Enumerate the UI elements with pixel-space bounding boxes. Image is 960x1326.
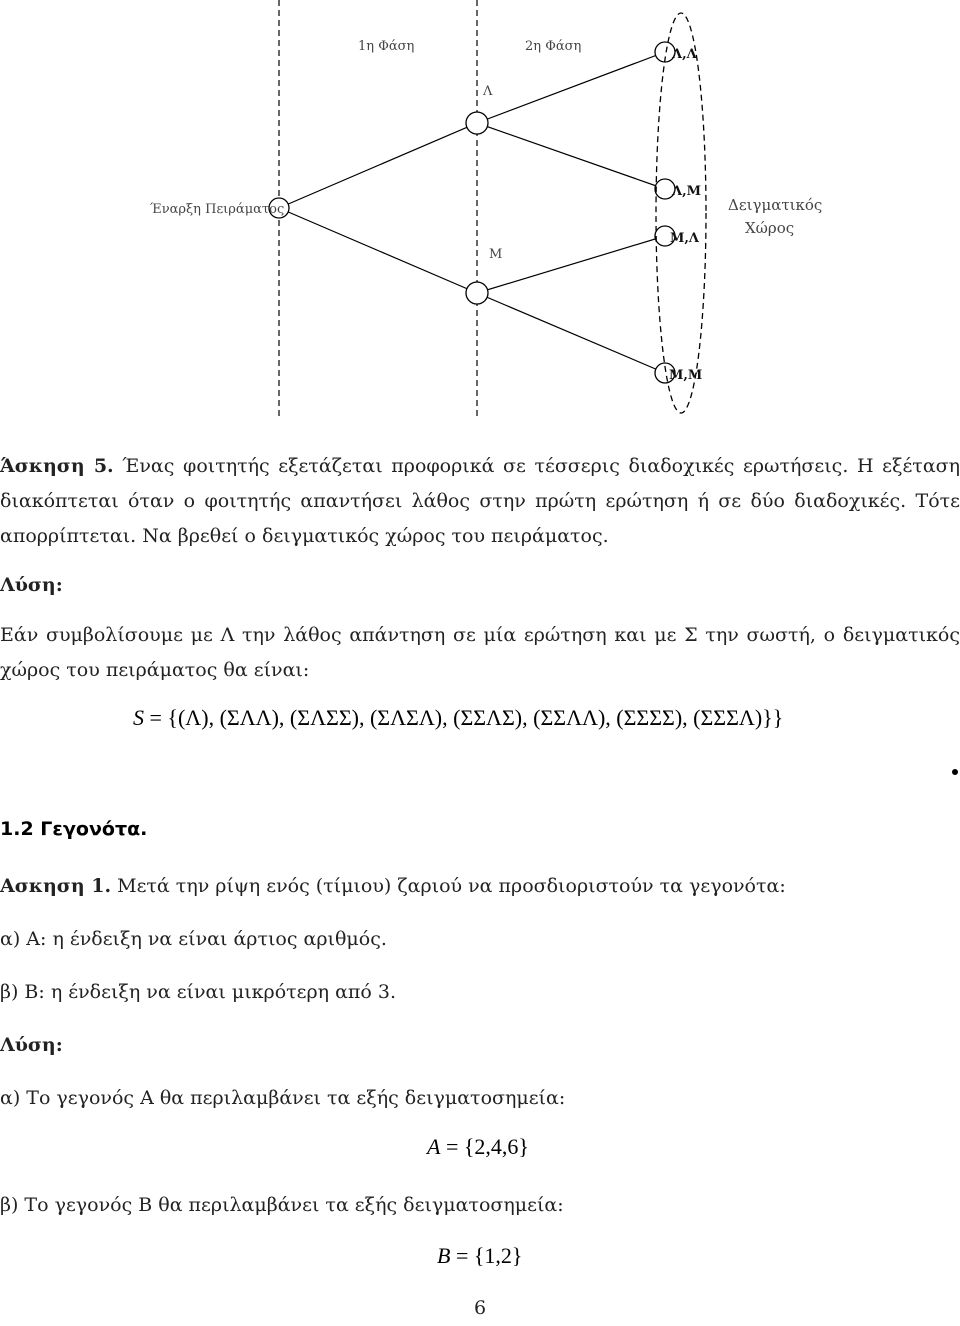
node-l — [466, 112, 488, 134]
phase2-label: 2η Φάση — [525, 39, 582, 54]
branch-m-l — [477, 236, 665, 293]
formula-set: = {(Λ), (ΣΛΛ), (ΣΛΣΣ), (ΣΛΣΛ), (ΣΣΛΣ), (ΣΣΛΛ), (ΣΣΣΣ), (ΣΣΣΛ)}} — [149, 705, 784, 730]
node-m — [466, 282, 488, 304]
exercise5-line2: διακόπτεται όταν ο φοιτητής απαντήσει λάθος στην πρώτη ερώτηση ή σε δύο διαδοχικές. Τότε — [0, 490, 960, 512]
branch-l-l — [477, 52, 665, 123]
branch-l-m — [477, 123, 665, 189]
set-b-variable: B — [437, 1243, 451, 1268]
branch-start-m — [279, 208, 477, 293]
set-a-formula — [427, 1134, 529, 1160]
solution5-line1: Εάν συμβολίσουμε με Λ την λάθος απάντηση σε μία ερώτηση και με Σ την σωστή, ο δειγματικός — [0, 624, 960, 646]
exercise5-line1 — [0, 449, 960, 484]
sample-space-label-line1: Δειγματικός — [728, 196, 823, 214]
section-title: 1.2 Γεγονότα. — [0, 818, 148, 840]
solution1-b-text: β) Το γεγονός Β θα περιλαμβάνει τα εξής δειγματοσημεία: — [0, 1194, 564, 1216]
exercise1-item-a: α) Α: η ένδειξη να είναι άρτιος αριθμός. — [0, 928, 387, 950]
set-a-variable: A — [427, 1134, 441, 1159]
formula-variable: S — [133, 705, 144, 730]
exercise1-label: Ασκηση 1. — [0, 875, 112, 897]
exercise5-label: Άσκηση 5. — [0, 455, 114, 477]
solution1-label: Λύση: — [0, 1034, 63, 1056]
sample-space-ellipse — [656, 13, 706, 413]
sample-space-formula — [133, 705, 783, 731]
node-l-label: Λ — [483, 84, 493, 99]
bullet-dot — [952, 769, 958, 775]
branch-start-l — [279, 123, 477, 208]
solution5-line2: χώρος του πειράματος θα είναι: — [0, 659, 310, 681]
set-b-values: = {1,2} — [455, 1243, 523, 1268]
exercise5-line3: απορρίπτεται. Να βρεθεί ο δειγματικός χώρος του πειράματος. — [0, 525, 609, 547]
outcome-ll: Λ,Λ — [672, 47, 697, 62]
tree-diagram — [0, 0, 960, 420]
outcome-lm: Λ,Μ — [672, 184, 702, 199]
exercise1-item-b: β) Β: η ένδειξη να είναι μικρότερη από 3. — [0, 981, 397, 1003]
outcome-ml: Μ,Λ — [670, 231, 700, 246]
phase1-label: 1η Φάση — [358, 39, 415, 54]
outcome-mm: Μ,Μ — [669, 368, 703, 383]
page-number: 6 — [474, 1297, 487, 1319]
solution5-label: Λύση: — [0, 574, 63, 596]
sample-space-label-line2: Χώρος — [745, 219, 795, 237]
solution1-a-text: α) Το γεγονός Α θα περιλαμβάνει τα εξής δειγματοσημεία: — [0, 1087, 566, 1109]
branch-m-m — [477, 293, 665, 373]
node-m-label: Μ — [489, 247, 503, 262]
set-a-values: = {2,4,6} — [445, 1134, 529, 1159]
exercise1-text: Μετά την ρίψη ενός (τίμιου) ζαριού να προσδιοριστούν τα γεγονότα: — [117, 875, 786, 897]
exercise1-line — [0, 869, 786, 904]
start-label: Έναρξη Πειράματος — [150, 202, 285, 217]
set-b-formula — [437, 1243, 522, 1269]
exercise5-text-1: Ένας φοιτητής εξετάζεται προφορικά σε τέσσερις διαδοχικές ερωτήσεις. Η εξέταση — [122, 455, 960, 477]
